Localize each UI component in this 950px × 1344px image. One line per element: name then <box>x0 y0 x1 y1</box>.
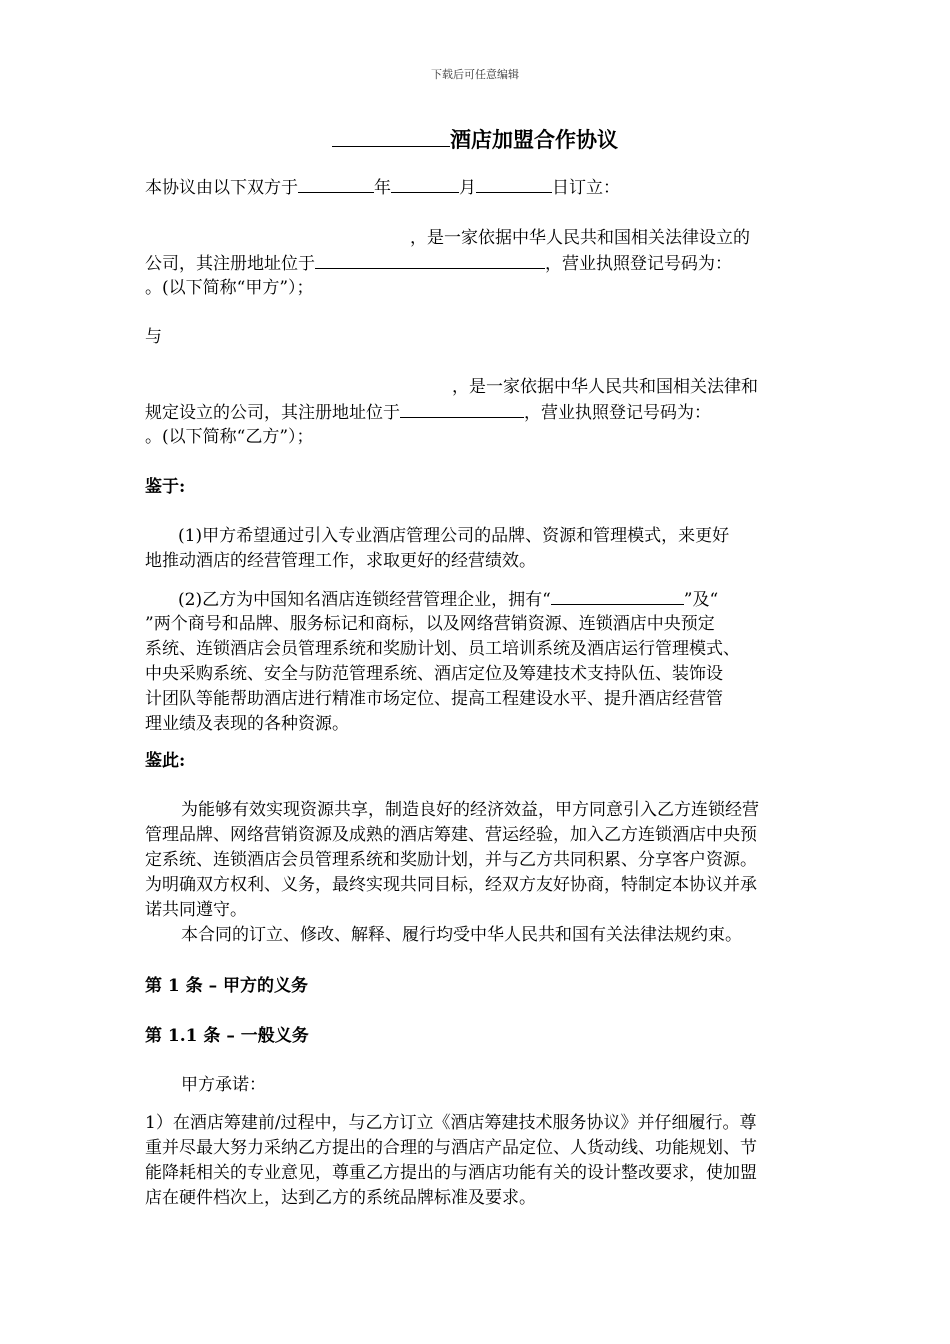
party-b-line1: ，是一家依据中华人民共和国相关法律和 <box>452 377 758 397</box>
party-b-license-label: ，营业执照登记号码为： <box>524 403 711 423</box>
document-title <box>0 124 950 154</box>
whereas-heading: 鉴于: <box>145 477 186 497</box>
party-a-line1: ，是一家依据中华人民共和国相关法律设立的 <box>410 228 750 248</box>
title-text: 酒店加盟合作协议 <box>450 127 618 152</box>
party-b-address-blank <box>400 400 524 418</box>
item1-line4: 店在硬件档次上，达到乙方的系统品牌标准及要求。 <box>145 1188 536 1208</box>
whereas2-suffix: ”及“ <box>683 590 719 610</box>
intro-line <box>145 175 620 200</box>
therefore-line4: 为明确双方权利、义务，最终实现共同目标，经双方友好协商，特制定本协议并承 <box>145 875 757 895</box>
brand-blank <box>551 587 684 605</box>
whereas2-line3: 系统、连锁酒店会员管理系统和奖励计划、员工培训系统及酒店运行管理模式、 <box>145 639 740 659</box>
party-a-promises: 甲方承诺： <box>181 1075 266 1095</box>
therefore-line1: 为能够有效实现资源共享，制造良好的经济效益，甲方同意引入乙方连锁经营 <box>181 800 759 820</box>
whereas2-line2: ”两个商号和品牌、服务标记和商标，以及网络营销资源、连锁酒店中央预定 <box>145 614 715 634</box>
title-blank <box>332 129 450 147</box>
intro-month: 月 <box>459 178 476 198</box>
party-b-line2 <box>145 400 711 425</box>
party-a-line2 <box>145 251 732 276</box>
article1-heading: 第 1 条 – 甲方的义务 <box>145 976 309 996</box>
therefore-line3: 定系统、连锁酒店会员管理系统和奖励计划，并与乙方共同积累、分享客户资源。 <box>145 850 757 870</box>
intro-prefix: 本协议由以下双方于 <box>145 178 298 198</box>
header-note: 下载后可任意编辑 <box>431 68 519 81</box>
party-b-address-label: 规定设立的公司，其注册地址位于 <box>145 403 400 423</box>
therefore-line6: 本合同的订立、修改、解释、履行均受中华人民共和国有关法律法规约束。 <box>181 925 742 945</box>
intro-year: 年 <box>374 178 391 198</box>
year-blank <box>298 175 374 193</box>
whereas2-line6: 理业绩及表现的各种资源。 <box>145 714 349 734</box>
item1-line3: 能降耗相关的专业意见，尊重乙方提出的与酒店功能有关的设计整改要求，使加盟 <box>145 1163 757 1183</box>
whereas2-line1 <box>178 587 718 612</box>
party-a-address-blank <box>315 251 545 269</box>
item1-line1: 1）在酒店筹建前/过程中，与乙方订立《酒店筹建技术服务协议》并仔细履行。尊 <box>145 1113 757 1133</box>
intro-day: 日订立： <box>552 178 620 198</box>
therefore-line2: 管理品牌、网络营销资源及成熟的酒店筹建、营运经验，加入乙方连锁酒店中央预 <box>145 825 757 845</box>
month-blank <box>391 175 459 193</box>
whereas2-line5: 计团队等能帮助酒店进行精准市场定位、提高工程建设水平、提升酒店经营管 <box>145 689 723 709</box>
party-a-license-label: ，营业执照登记号码为： <box>545 254 732 274</box>
therefore-line5: 诺共同遵守。 <box>145 900 247 920</box>
item1-line2: 重并尽最大努力采纳乙方提出的合理的与酒店产品定位、人货动线、功能规划、节 <box>145 1138 757 1158</box>
therefore-heading: 鉴此: <box>145 751 186 771</box>
party-a-line3: 。(以下简称“甲方”）； <box>145 278 314 298</box>
whereas1-line2: 地推动酒店的经营管理工作，求取更好的经营绩效。 <box>145 551 536 571</box>
article1-1-heading: 第 1.1 条 – 一般义务 <box>145 1026 309 1046</box>
whereas1-line1: (1)甲方希望通过引入专业酒店管理公司的品牌、资源和管理模式，来更好 <box>178 526 730 546</box>
party-b-line3: 。(以下简称“乙方”）； <box>145 427 314 447</box>
day-blank <box>476 175 552 193</box>
party-a-address-label: 公司，其注册地址位于 <box>145 254 315 274</box>
whereas2-prefix: (2)乙方为中国知名酒店连锁经营管理企业，拥有“ <box>178 590 551 610</box>
and-word: 与 <box>145 327 162 347</box>
whereas2-line4: 中央采购系统、安全与防范管理系统、酒店定位及筹建技术支持队伍、装饰设 <box>145 664 723 684</box>
